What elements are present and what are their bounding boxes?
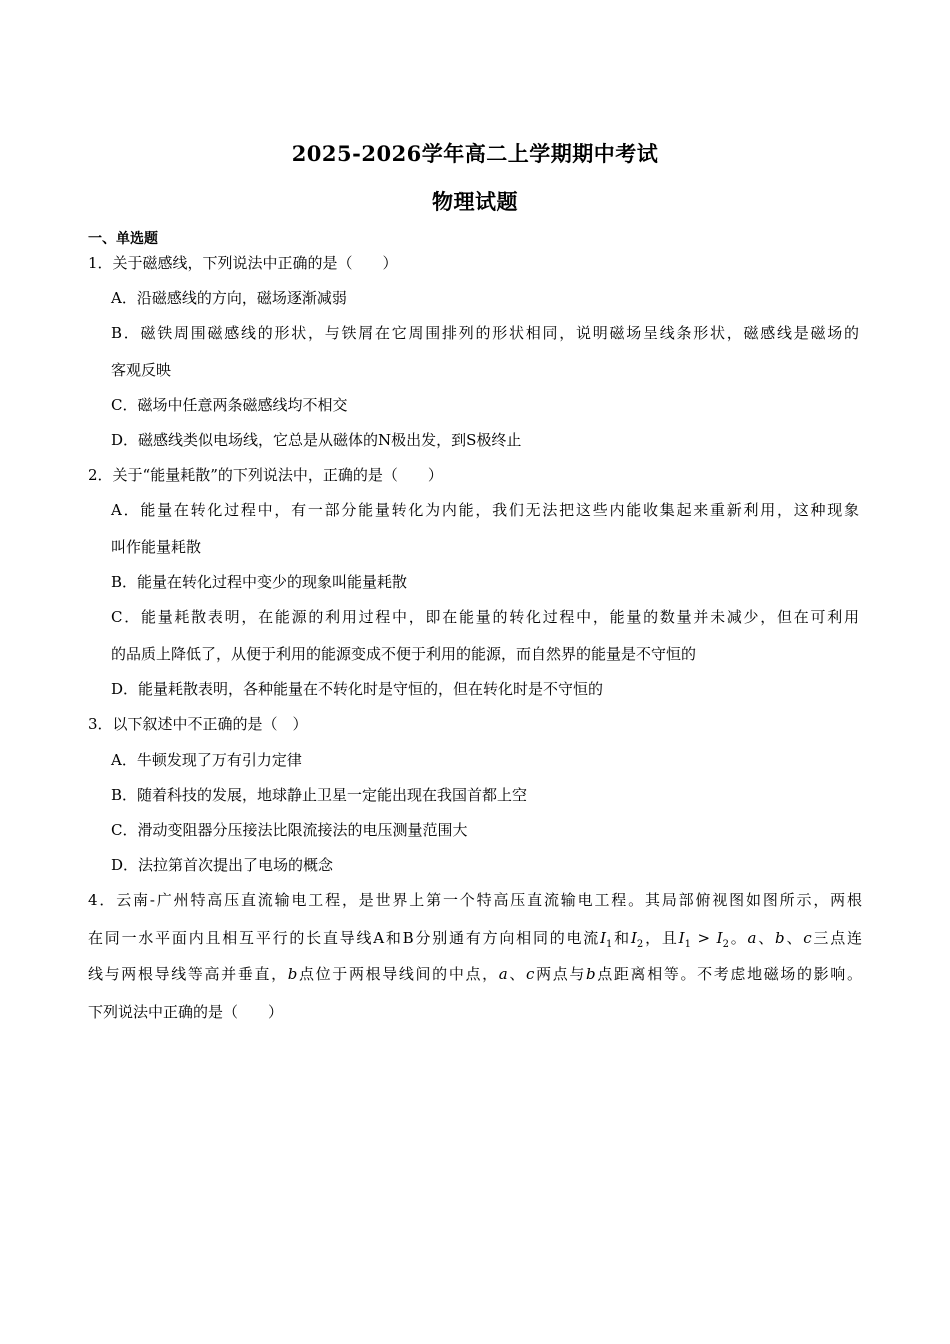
question-3-option-b: B．随着科技的发展，地球静止卫星一定能出现在我国首都上空 — [111, 786, 528, 804]
section-heading: 一、单选题 — [88, 231, 158, 247]
question-4-stem-line-3: 线与两根导线等高并垂直，b点位于两根导线间的中点，a、c两点与b点距离相等。不考虑地磁场的影响。 — [88, 965, 862, 983]
question-2-option-b: B．能量在转化过程中变少的现象叫能量耗散 — [111, 573, 408, 591]
question-1-option-d: D．磁感线类似电场线，它总是从磁体的N极出发，到S极终止 — [111, 431, 522, 449]
question-2-option-c-cont: 的品质上降低了，从便于利用的能源变成不便于利用的能源，而自然界的能量是不守恒的 — [111, 645, 697, 663]
question-4-stem-line-2: 在同一水平面内且相互平行的长直导线A和B分别通有方向相同的电流$I_1$和$I_2$，且$I_1 > I_2$。a、b、c三点连 — [88, 929, 862, 950]
question-1-stem: 1．关于磁感线，下列说法中正确的是（ ） — [88, 254, 398, 272]
question-1-option-b-cont: 客观反映 — [111, 361, 172, 379]
page-title: 2025-2026学年高二上学期期中考试 — [291, 141, 659, 166]
question-4-stem-line-4: 下列说法中正确的是（ ） — [88, 1003, 284, 1021]
page-subtitle: 物理试题 — [432, 189, 518, 214]
question-1-option-b: B．磁铁周围磁感线的形状，与铁屑在它周围排列的形状相同，说明磁场呈线条形状，磁感线是磁场的 — [111, 324, 859, 342]
question-2-option-c: C．能量耗散表明，在能源的利用过程中，即在能量的转化过程中，能量的数量并未减少，但在可利用 — [111, 608, 859, 626]
question-2-stem: 2．关于“能量耗散”的下列说法中，正确的是（ ） — [88, 466, 443, 484]
question-1-option-c: C．磁场中任意两条磁感线均不相交 — [111, 396, 348, 414]
question-2-option-a: A．能量在转化过程中，有一部分能量转化为内能，我们无法把这些内能收集起来重新利用，这种现象 — [111, 501, 859, 519]
question-2-option-a-cont: 叫作能量耗散 — [111, 538, 202, 556]
question-1-option-a: A．沿磁感线的方向，磁场逐渐减弱 — [111, 289, 347, 307]
question-2-option-d: D．能量耗散表明，各种能量在不转化时是守恒的，但在转化时是不守恒的 — [111, 680, 604, 698]
question-3-option-c: C．滑动变阻器分压接法比限流接法的电压测量范围大 — [111, 821, 468, 839]
question-4-stem-line-1: 4．云南-广州特高压直流输电工程，是世界上第一个特高压直流输电工程。其局部俯视图如图所示，两根 — [88, 891, 862, 909]
question-3-stem: 3．以下叙述中不正确的是（ ） — [88, 715, 308, 733]
question-3-option-a: A．牛顿发现了万有引力定律 — [111, 751, 302, 769]
question-3-option-d: D．法拉第首次提出了电场的概念 — [111, 856, 334, 874]
